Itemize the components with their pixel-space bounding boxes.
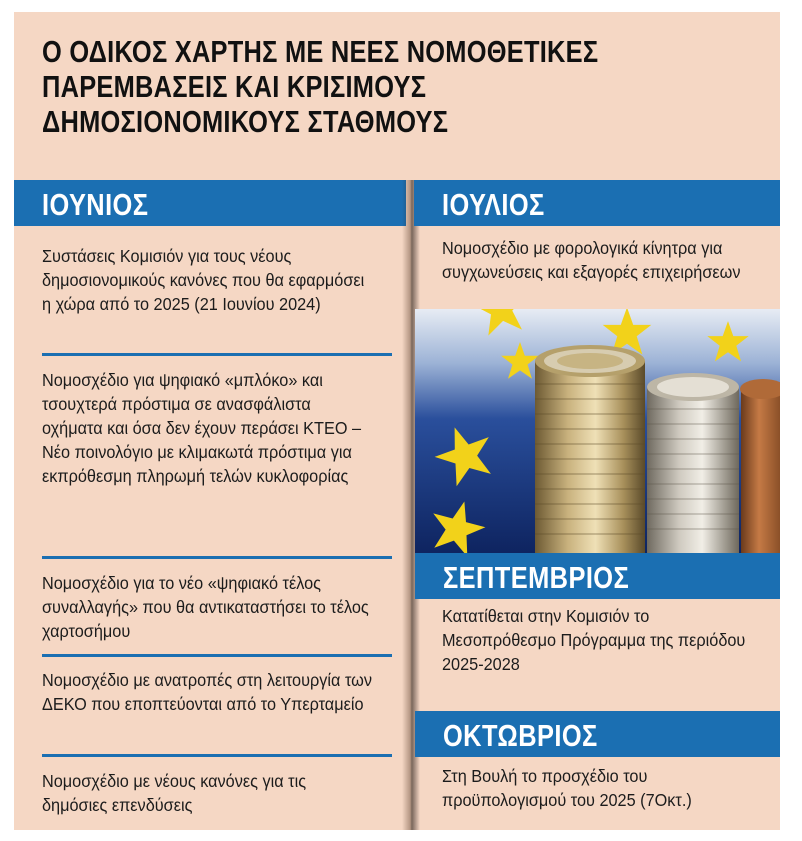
june-column [14,180,406,830]
october-item: Στη Βουλή το προσχέδιο του προϋπολογισμού του 2025 (7Οκτ.) [442,766,692,810]
september-item: Κατατίθεται στην Κομισιόν το Μεσοπρόθεσμο Πρόγραμμα της περιόδου 2025-2028 [442,606,746,674]
divider [42,353,392,356]
title-line-3: ΔΗΜΟΣΙΟΝΟΜΙΚΟΥΣ ΣΤΑΘΜΟΥΣ [42,104,449,139]
title-line-2: ΠΑΡΕΜΒΑΣΕΙΣ ΚΑΙ ΚΡΙΣΙΜΟΥΣ [42,69,427,104]
infographic [14,12,780,830]
june-item-1: Συστάσεις Κομισιόν για τους νέους δημοσιονομικούς κανόνες που θα εφαρμόσει η χώρα από το 2025 (21 Ιουνίου 2024) [42,246,365,314]
june-item-2: Νομοσχέδιο για ψηφιακό «μπλόκο» και τσουχτερά πρόστιμα σε ανασφάλιστα οχήματα και όσα δεν έχουν περάσει ΚΤΕΟ – Νέο ποινολόγιο με κλιμακωτά πρόστιμα για εκπρόθεσμη πληρωμή τελών κυκλοφορίας [42,370,362,486]
october-header [415,711,780,757]
title-line-1: Ο ΟΔΙΚΟΣ ΧΑΡΤΗΣ ΜΕ ΝΕΕΣ ΝΟΜΟΘΕΤΙΚΕΣ [42,34,599,69]
page-title [42,34,632,139]
september-header [415,553,780,599]
june-item-3: Νομοσχέδιο για το νέο «ψηφιακό τέλος συναλλαγής» που θα αντικαταστήσει το τέλος χαρτοσήμου [42,573,369,641]
euro-coins-flag-photo [415,309,780,553]
june-item-5: Νομοσχέδιο με νέους κανόνες για τις δημόσιες επενδύσεις [42,771,307,815]
september-label: ΣΕΠΤΕΜΒΡΙΟΣ [443,560,630,595]
june-label: ΙΟΥΝΙΟΣ [42,187,149,222]
july-header [414,180,780,226]
july-item: Νομοσχέδιο με φορολογικά κίνητρα για συγχωνεύσεις και εξαγορές επιχειρήσεων [442,238,741,282]
june-item-4: Νομοσχέδιο με ανατροπές στη λειτουργία των ΔΕΚΟ που εποπτεύονται από το Υπερταμείο [42,670,372,714]
divider [42,556,392,559]
october-label: ΟΚΤΩΒΡΙΟΣ [443,718,598,753]
july-label: ΙΟΥΛΙΟΣ [442,187,545,222]
june-header [14,180,406,226]
divider [42,754,392,757]
divider [42,654,392,657]
